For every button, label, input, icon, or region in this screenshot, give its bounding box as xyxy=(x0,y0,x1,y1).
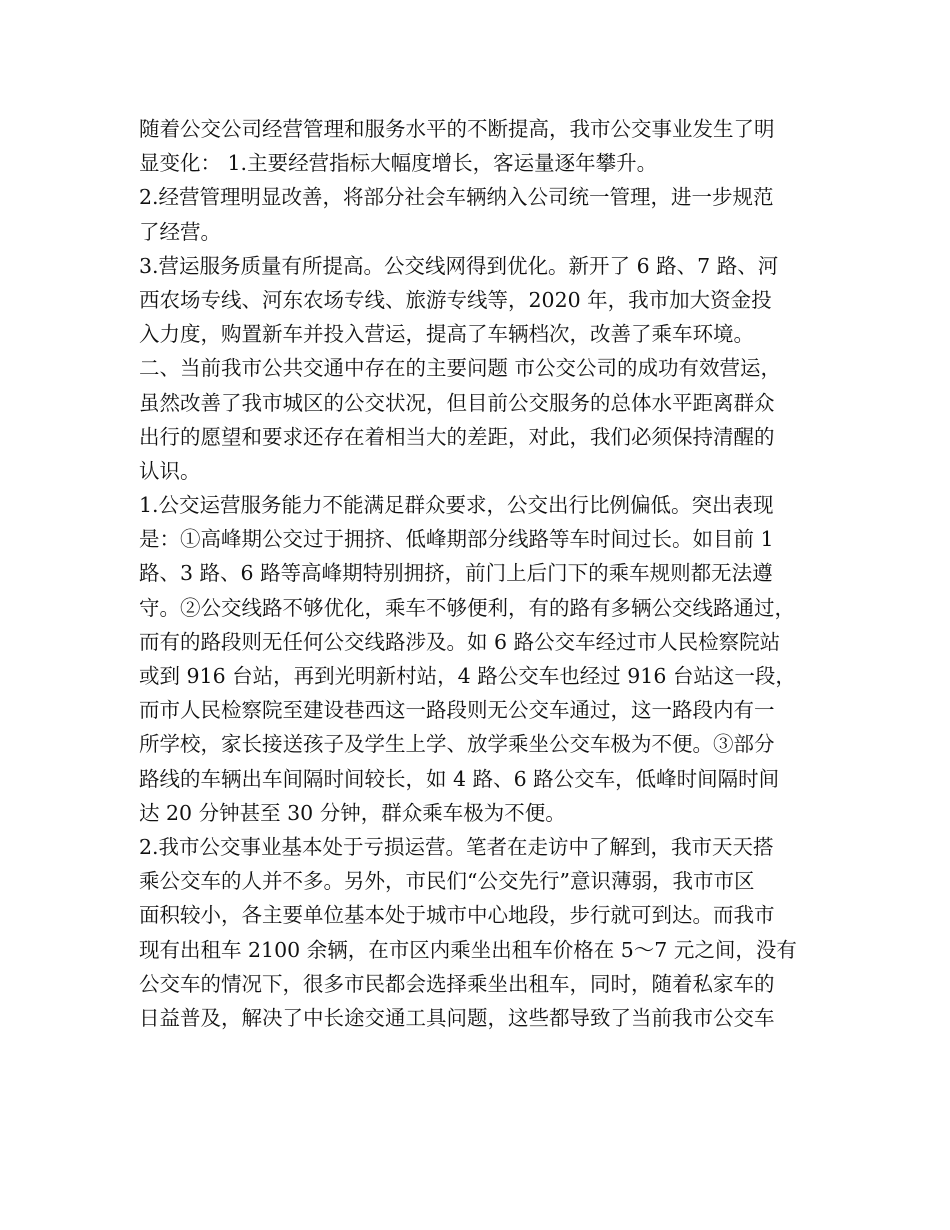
text-line: 认识。 xyxy=(139,458,201,483)
body-text xyxy=(139,112,819,1035)
text-line: 所学校，家长接送孩子及学生上学、放学乘坐公交车极为不便。③部分 xyxy=(139,732,775,757)
text-line: 是：①高峰期公交过于拥挤、低峰期部分线路等车时间过长。如目前 1 xyxy=(139,527,774,552)
text-line: 乘公交车的人并不多。另外，市民们“公交先行”意识薄弱，我市市区 xyxy=(139,869,755,894)
text-line: 公交车的情况下，很多市民都会选择乘坐出租车，同时，随着私家车的 xyxy=(139,971,775,996)
text-line: 而有的路段则无任何公交线路涉及。如 6 路公交车经过市人民检察院站 xyxy=(139,629,781,654)
text-line: 西农场专线、河东农场专线、旅游专线等，2020 年，我市加大资金投 xyxy=(139,287,772,312)
text-line: 虽然改善了我市城区的公交状况，但目前公交服务的总体水平距离群众 xyxy=(139,390,775,415)
text-line: 路线的车辆出车间隔时间较长，如 4 路、6 路公交车，低峰时间隔时间 xyxy=(139,766,780,791)
text-line: 面积较小，各主要单位基本处于城市中心地段，步行就可到达。而我市 xyxy=(139,903,775,928)
text-line: 2.经营管理明显改善，将部分社会车辆纳入公司统一管理，进一步规范 xyxy=(139,185,774,210)
text-line: 达 20 分钟甚至 30 分钟，群众乘车极为不便。 xyxy=(139,800,566,825)
text-line: 日益普及，解决了中长途交通工具问题，这些都导致了当前我市公交车 xyxy=(139,1005,775,1030)
text-line: 随着公交公司经营管理和服务水平的不断提高，我市公交事业发生了明 xyxy=(139,117,775,141)
text-line: 显变化： 1.主要经营指标大幅度增长，客运量逐年攀升。 xyxy=(139,151,658,176)
text-line: 入力度，购置新车并投入营运，提高了车辆档次，改善了乘车环境。 xyxy=(139,322,754,347)
text-line: 1.公交运营服务能力不能满足群众要求，公交出行比例偏低。突出表现 xyxy=(139,493,774,518)
text-line: 现有出租车 2100 余辆，在市区内乘坐出租车价格在 5～7 元之间，没有 xyxy=(139,937,797,962)
text-line: 了经营。 xyxy=(139,219,221,244)
text-line: 或到 916 台站，再到光明新村站，4 路公交车也经过 916 台站这一段， xyxy=(139,664,796,688)
text-line: 路、3 路、6 路等高峰期特别拥挤，前门上后门下的乘车规则都无法遵 xyxy=(139,561,773,586)
text-line: 3.营运服务质量有所提高。公交线网得到优化。新开了 6 路、7 路、河 xyxy=(139,253,779,278)
text-line: 2.我市公交事业基本处于亏损运营。笔者在走访中了解到，我市天天搭 xyxy=(139,834,774,859)
text-line: 二、当前我市公共交通中存在的主要问题 市公交公司的成功有效营运， xyxy=(139,356,782,381)
text-line: 守。②公交线路不够优化，乘车不够便利，有的路有多辆公交线路通过， xyxy=(139,595,795,620)
text-line: 出行的愿望和要求还存在着相当大的差距，对此，我们必须保持清醒的 xyxy=(139,424,775,449)
text-line: 而市人民检察院至建设巷西这一路段则无公交车通过，这一路段内有一 xyxy=(139,698,775,723)
